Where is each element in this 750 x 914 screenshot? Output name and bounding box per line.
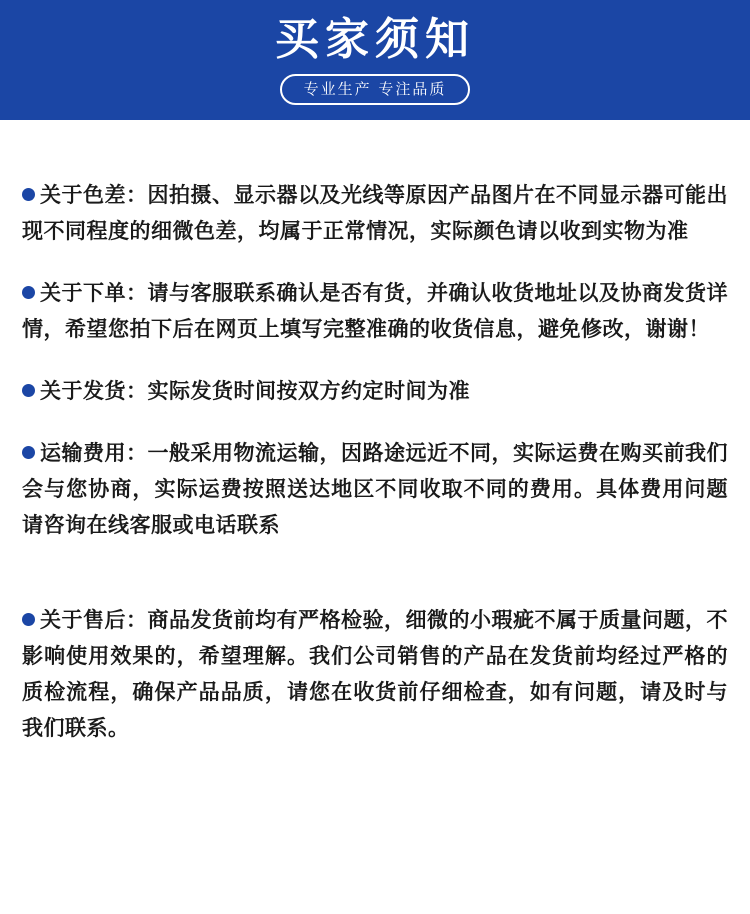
notice-item-shipping-time bbox=[22, 373, 728, 409]
notice-item-after-sales bbox=[22, 602, 728, 746]
bullet-icon bbox=[22, 446, 35, 459]
page-banner bbox=[0, 0, 750, 120]
page-title: 买家须知 bbox=[275, 14, 475, 65]
notice-body: 商品发货前均有严格检验，细微的小瑕疵不属于质量问题，不影响使用效果的，希望理解。我们公司销售的产品在发货前均经过严格的质检流程，确保产品品质，请您在收货前仔细检查，如有问题，请及时与我们联系。 bbox=[22, 608, 728, 740]
notice-body: 因拍摄、显示器以及光线等原因产品图片在不同显示器可能出现不同程度的细微色差，均属于正常情况，实际颜色请以收到实物为准 bbox=[22, 183, 728, 243]
notice-label: 关于发货： bbox=[40, 379, 148, 403]
notice-body: 请与客服联系确认是否有货，并确认收货地址以及协商发货详情，希望您拍下后在网页上填写完整准确的收货信息，避免修改，谢谢！ bbox=[22, 281, 728, 341]
notice-body: 实际发货时间按双方约定时间为准 bbox=[147, 379, 470, 403]
notice-item-color-difference bbox=[22, 177, 728, 249]
notice-label: 关于售后： bbox=[40, 608, 148, 632]
notice-item-freight bbox=[22, 435, 728, 543]
section-spacer bbox=[22, 569, 728, 581]
notice-body: 一般采用物流运输，因路途远近不同，实际运费在购买前我们会与您协商，实际运费按照送达地区不同收取不同的费用。具体费用问题请咨询在线客服或电话联系 bbox=[22, 441, 728, 537]
bullet-icon bbox=[22, 188, 35, 201]
notice-paragraph bbox=[22, 275, 728, 347]
notice-label: 运输费用： bbox=[40, 441, 148, 465]
notice-paragraph bbox=[22, 602, 728, 746]
notice-label: 关于色差： bbox=[40, 183, 148, 207]
notice-paragraph bbox=[22, 373, 728, 409]
bullet-icon bbox=[22, 613, 35, 626]
notice-paragraph bbox=[22, 177, 728, 249]
bullet-icon bbox=[22, 384, 35, 397]
banner-subtitle-badge: 专业生产 专注品质 bbox=[280, 74, 471, 105]
notice-paragraph bbox=[22, 435, 728, 543]
banner-subtitle-wrapper bbox=[280, 74, 471, 105]
notice-item-ordering bbox=[22, 275, 728, 347]
notice-list bbox=[0, 120, 750, 746]
notice-label: 关于下单： bbox=[40, 281, 148, 305]
bullet-icon bbox=[22, 286, 35, 299]
